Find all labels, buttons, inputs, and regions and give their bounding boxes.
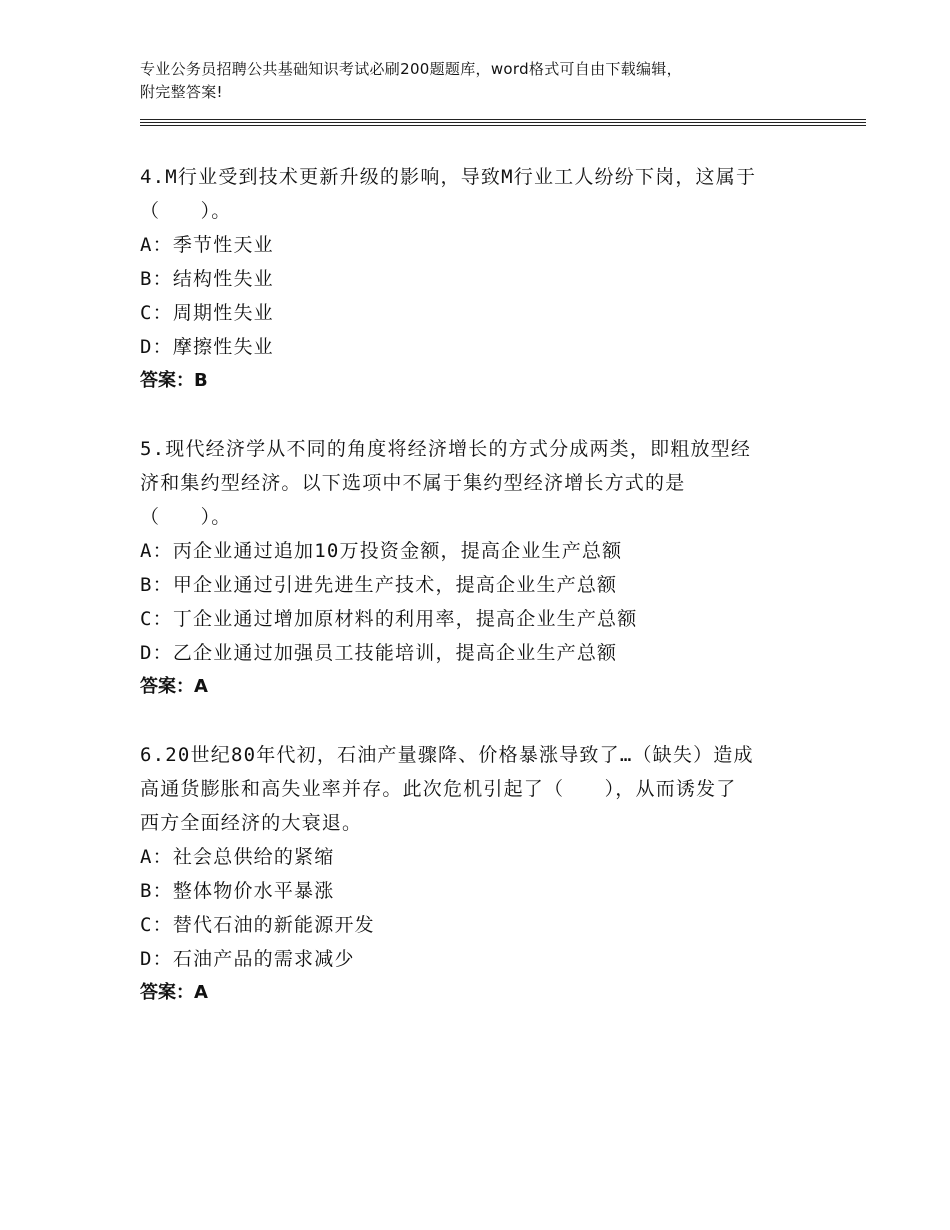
option-d: D：摩擦性失业	[140, 336, 274, 358]
option-c: C：周期性失业	[140, 302, 274, 324]
question-stem-line: 6.20世纪80年代初，石油产量骤降、价格暴涨导致了…（缺失）造成	[140, 744, 754, 766]
option-c: C：丁企业通过增加原材料的利用率，提高企业生产总额	[140, 608, 638, 630]
option-c: C：替代石油的新能源开发	[140, 914, 375, 936]
option-d: D：石油产品的需求减少	[140, 948, 355, 970]
question-stem-line: 西方全面经济的大衰退。	[140, 812, 363, 834]
header-divider-middle	[140, 122, 866, 123]
header-line-1: 专业公务员招聘公共基础知识考试必刷200题题库，word格式可自由下载编辑，	[140, 60, 682, 78]
option-a: A：丙企业通过追加10万投资金额，提高企业生产总额	[140, 540, 623, 562]
question-4	[140, 160, 820, 398]
question-list	[140, 160, 820, 1010]
answer-line: 答案：A	[140, 676, 208, 697]
option-a: A：季节性天业	[140, 234, 274, 256]
header-divider-bottom	[140, 125, 866, 126]
question-5	[140, 432, 820, 704]
document-header	[140, 58, 870, 104]
header-line-2: 附完整答案!	[140, 83, 223, 101]
answer-line: 答案：A	[140, 982, 208, 1003]
question-stem-line: 济和集约型经济。以下选项中不属于集约型经济增长方式的是	[140, 472, 686, 494]
question-stem-line: 4.M行业受到技术更新升级的影响，导致M行业工人纷纷下岗，这属于	[140, 166, 757, 188]
answer-line: 答案：B	[140, 370, 208, 391]
option-d: D：乙企业通过加强员工技能培训，提高企业生产总额	[140, 642, 618, 664]
spacer	[140, 398, 820, 432]
spacer	[140, 704, 820, 738]
option-b: B：甲企业通过引进先进生产技术，提高企业生产总额	[140, 574, 618, 596]
question-stem-line: （ ）。	[140, 200, 232, 222]
option-a: A：社会总供给的紧缩	[140, 846, 335, 868]
question-6	[140, 738, 820, 1010]
header-divider-top	[140, 119, 866, 120]
question-stem-line: 5.现代经济学从不同的角度将经济增长的方式分成两类，即粗放型经	[140, 438, 752, 460]
option-b: B：结构性失业	[140, 268, 274, 290]
question-stem-line: 高通货膨胀和高失业率并存。此次危机引起了（ ），从而诱发了	[140, 778, 737, 800]
option-b: B：整体物价水平暴涨	[140, 880, 335, 902]
question-stem-line: （ ）。	[140, 506, 232, 528]
